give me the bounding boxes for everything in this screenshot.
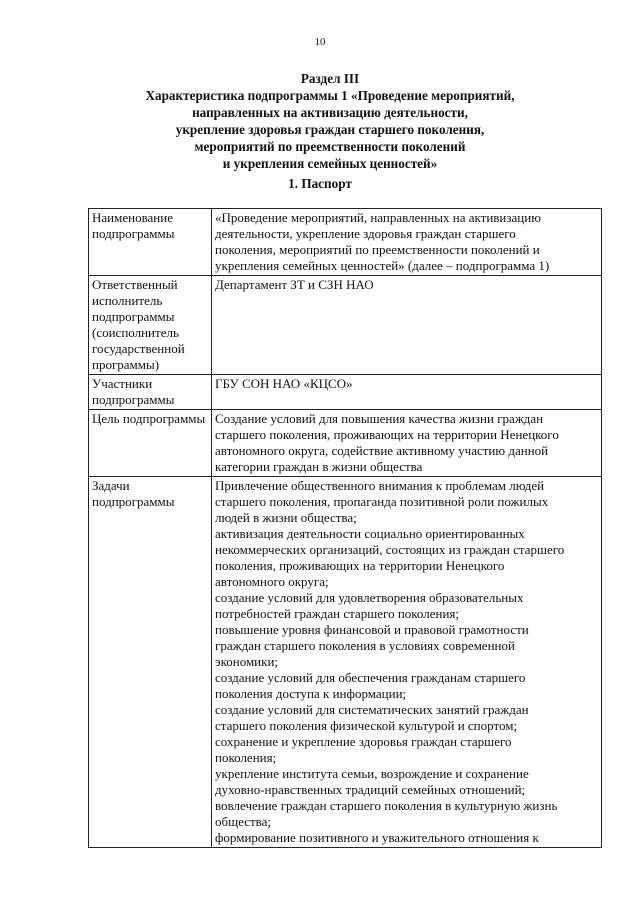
- page-number: 10: [314, 36, 326, 48]
- section-title-line: Раздел III: [300, 71, 360, 86]
- row-value-line: Создание условий для повышения качества жизни граждан: [215, 411, 544, 426]
- table-row: [89, 477, 602, 848]
- table-row: [89, 209, 602, 276]
- row-value-line: некоммерческих организаций, состоящих из граждан старшего: [215, 542, 565, 557]
- row-value-line: людей в жизни общества;: [215, 510, 357, 525]
- row-value-line: старшего поколения, проживающих на территории Ненецкого: [215, 427, 559, 442]
- row-label: Ответственный исполнитель подпрограммы (соисполнитель государственной программы): [89, 276, 212, 375]
- section-title-line: направленных на активизацию деятельности,: [192, 105, 468, 120]
- section-title-line: Характеристика подпрограммы 1 «Проведение мероприятий,: [145, 88, 515, 103]
- row-value-line: духовно-нравственных традиций семейных отношений;: [215, 782, 526, 797]
- row-value-line: экономики;: [215, 654, 279, 669]
- row-value-line: укрепления семейных ценностей» (далее – подпрограмма 1): [215, 258, 550, 273]
- passport-title: 1. Паспорт: [288, 176, 352, 191]
- row-value-line: деятельности, укрепление здоровья граждан старшего: [215, 226, 516, 241]
- row-value: [212, 477, 602, 848]
- row-value: [212, 276, 602, 375]
- row-value: [212, 375, 602, 410]
- row-value-line: Департамент ЗТ и СЗН НАО: [215, 277, 374, 292]
- section-title-line: мероприятий по преемственности поколений: [194, 139, 466, 154]
- table-row: [89, 375, 602, 410]
- row-value-line: старшего поколения, пропаганда позитивной роли пожилых: [215, 494, 549, 509]
- row-value: [212, 209, 602, 276]
- row-value-line: автономного округа, содействие активному участию данной: [215, 443, 549, 458]
- row-value-line: вовлечение граждан старшего поколения в культурную жизнь: [215, 798, 558, 813]
- row-label: Задачи подпрограммы: [89, 477, 212, 848]
- row-value-line: ГБУ СОН НАО «КЦСО»: [215, 376, 353, 391]
- row-value-line: повышение уровня финансовой и правовой грамотности: [215, 622, 529, 637]
- row-value-line: Привлечение общественного внимания к проблемам людей: [215, 478, 545, 493]
- row-label: Цель подпрограммы: [89, 410, 212, 477]
- row-label: Участники подпрограммы: [89, 375, 212, 410]
- section-title-line: и укрепления семейных ценностей»: [222, 156, 438, 171]
- row-value-line: граждан старшего поколения в условиях современной: [215, 638, 515, 653]
- row-value-line: создание условий для систематических занятий граждан: [215, 702, 529, 717]
- row-value-line: поколения;: [215, 750, 277, 765]
- row-value-line: поколения, проживающих на территории Ненецкого: [215, 558, 505, 573]
- row-value-line: формирование позитивного и уважительного отношения к: [215, 830, 539, 845]
- row-value-line: категории граждан в жизни общества: [215, 459, 423, 474]
- row-value: [212, 410, 602, 477]
- row-value-line: «Проведение мероприятий, направленных на активизацию: [215, 210, 541, 225]
- row-value-line: автономного округа;: [215, 574, 329, 589]
- row-value-line: потребностей граждан старшего поколения;: [215, 606, 460, 621]
- passport-table: [88, 208, 602, 848]
- row-value-line: создание условий для удовлетворения образовательных: [215, 590, 524, 605]
- table-row: [89, 276, 602, 375]
- row-value-line: общества;: [215, 814, 272, 829]
- section-heading: [60, 70, 600, 172]
- row-value-line: поколения, мероприятий по преемственности поколений и: [215, 242, 540, 257]
- row-value-line: укрепление института семьи, возрождение и сохранение: [215, 766, 529, 781]
- row-value-line: активизация деятельности социально ориентированных: [215, 526, 525, 541]
- section-title-line: укрепление здоровья граждан старшего поколения,: [175, 122, 485, 137]
- row-value-line: создание условий для обеспечения гражданам старшего: [215, 670, 526, 685]
- table-row: [89, 410, 602, 477]
- row-value-line: поколения доступа к информации;: [215, 686, 407, 701]
- row-label: Наименование подпрограммы: [89, 209, 212, 276]
- row-value-line: сохранение и укрепление здоровья граждан старшего: [215, 734, 512, 749]
- passport-table-body: [89, 209, 602, 848]
- row-value-line: старшего поколения физической культурой и спортом;: [215, 718, 518, 733]
